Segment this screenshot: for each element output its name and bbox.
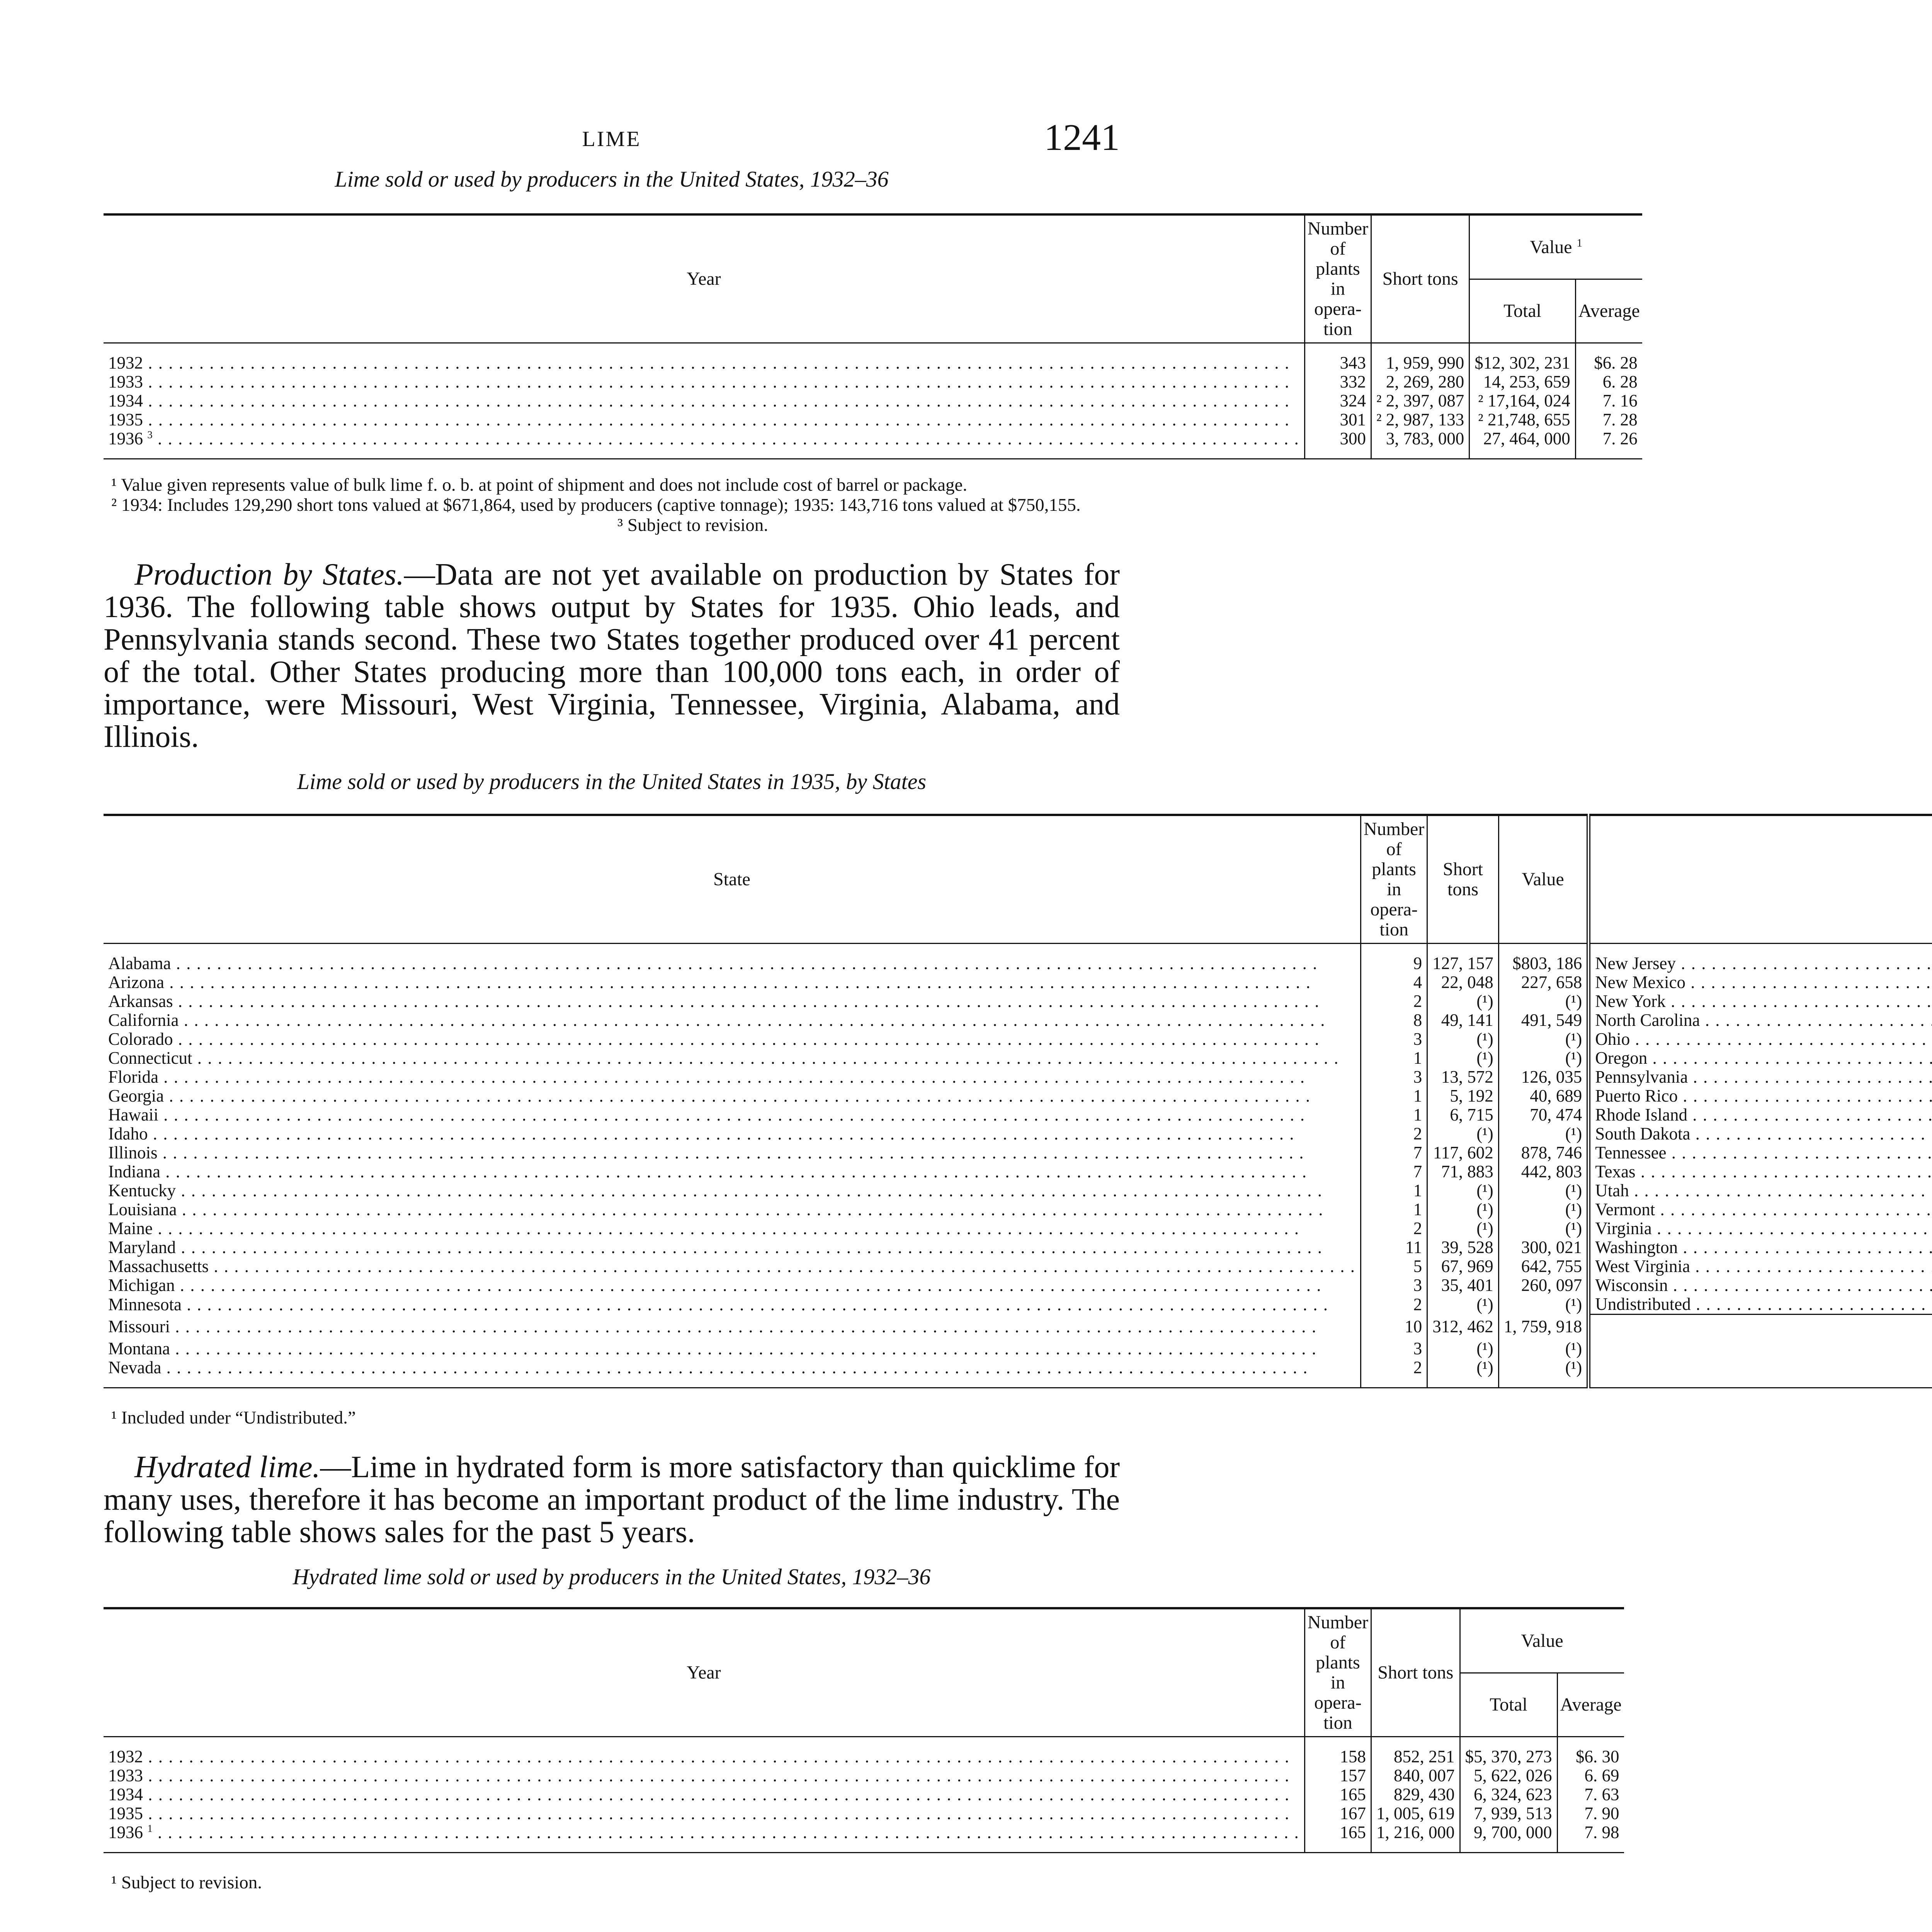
- table1-plants: 343: [1304, 354, 1371, 372]
- table3-plants: 165: [1304, 1823, 1371, 1842]
- table1-total: $12, 302, 231: [1469, 354, 1576, 372]
- table3-average: 6. 69: [1557, 1766, 1624, 1785]
- table3-col-plants: Number of plants in opera- tion: [1304, 1608, 1371, 1737]
- plants-count: 1: [1361, 1087, 1427, 1105]
- state-name: Montana . . .: [104, 1339, 1361, 1358]
- table-row: [104, 1219, 1932, 1238]
- table3-total: 6, 324, 623: [1460, 1785, 1557, 1804]
- plants-count: 5: [1361, 1257, 1427, 1276]
- table-row: [104, 1087, 1932, 1105]
- plants-count: 3: [1361, 1339, 1427, 1358]
- short-tons: 117, 602: [1427, 1143, 1499, 1162]
- state-name: Missouri . . .: [104, 1315, 1361, 1340]
- table3-plants: 158: [1304, 1747, 1371, 1766]
- short-tons: 35, 401: [1427, 1276, 1499, 1295]
- table3-average: 7. 98: [1557, 1823, 1624, 1842]
- value: 40, 689: [1498, 1087, 1588, 1105]
- table3-year: 1933: [108, 1766, 143, 1785]
- value: (¹): [1498, 1124, 1588, 1143]
- plants-count: 2: [1361, 1124, 1427, 1143]
- state-name: Arkansas . . .: [104, 992, 1361, 1011]
- table1-col-tons: Short tons: [1371, 214, 1469, 343]
- table-row: [104, 1747, 1624, 1766]
- table3-caption: Hydrated lime sold or used by producers in the United States, 1932–36: [293, 1564, 931, 1589]
- table-row: [104, 1238, 1932, 1257]
- paragraph-hydrated-lime: [104, 1451, 1120, 1548]
- state-name: New Mexico . . .: [1588, 973, 1932, 992]
- table3-average: 7. 63: [1557, 1785, 1624, 1804]
- table1-tons: 3, 783, 000: [1371, 429, 1469, 448]
- table-row: [104, 1358, 1932, 1377]
- table3-year: 1936: [108, 1823, 143, 1842]
- table1-footnote-1: ¹ Value given represents value of bulk lime f. o. b. at point of shipment and does not include cost of barrel or package.: [111, 475, 968, 495]
- table3-year: 1932: [108, 1747, 143, 1766]
- state-name: Puerto Rico . . .: [1588, 1087, 1932, 1105]
- table2-caption: Lime sold or used by producers in the United States in 1935, by States: [297, 769, 927, 794]
- table1-tons: ² 2, 987, 133: [1371, 410, 1469, 429]
- state-name: Oregon . . .: [1588, 1049, 1932, 1068]
- value: (¹): [1498, 1181, 1588, 1200]
- table1-average: $6. 28: [1575, 354, 1642, 372]
- table1-col-value-footnote-ref: 1: [1577, 236, 1582, 249]
- state-name: Arizona . . .: [104, 973, 1361, 992]
- table3-plants: 165: [1304, 1785, 1371, 1804]
- table-row: [104, 1295, 1932, 1315]
- short-tons: (¹): [1427, 1181, 1499, 1200]
- table-row: [104, 410, 1642, 429]
- table-row: [104, 354, 1642, 372]
- table3-tons: 852, 251: [1371, 1747, 1460, 1766]
- value: 300, 021: [1498, 1238, 1588, 1257]
- plants-count: 4: [1361, 973, 1427, 992]
- table2: [104, 814, 1932, 1388]
- paragraph-production-by-states: [104, 558, 1120, 753]
- table3-plants: 157: [1304, 1766, 1371, 1785]
- table2-col-plants-left: Number of plants in opera- tion: [1361, 815, 1427, 944]
- short-tons: 71, 883: [1427, 1162, 1499, 1181]
- table1-year: 1932: [108, 353, 143, 372]
- table3-plants: 167: [1304, 1804, 1371, 1823]
- table1-tons: ² 2, 397, 087: [1371, 391, 1469, 410]
- document-page: [104, 116, 1700, 1893]
- plants-count: 1: [1361, 1200, 1427, 1219]
- value: (¹): [1498, 1219, 1588, 1238]
- plants-count: 3: [1361, 1030, 1427, 1049]
- table-row: [104, 1143, 1932, 1162]
- table1-footnote-2: ² 1934: Includes 129,290 short tons valued at $671,864, used by producers (captive tonnage); 1935: 143,716 tons valued at $750,155.: [111, 495, 1081, 515]
- table2-footnotes: [104, 1408, 1120, 1428]
- state-name: Georgia . . .: [104, 1087, 1361, 1105]
- table1-col-value-label: Value: [1530, 236, 1572, 257]
- short-tons: (¹): [1427, 992, 1499, 1011]
- table-row: [104, 973, 1932, 992]
- page-number: 1241: [1044, 117, 1120, 158]
- state-name: Minnesota . . .: [104, 1295, 1361, 1315]
- plants-count: 9: [1361, 954, 1427, 973]
- state-name: Maryland . . .: [104, 1238, 1361, 1257]
- table-row: [104, 372, 1642, 391]
- plants-count: 3: [1361, 1276, 1427, 1295]
- state-name: Rhode Island . . .: [1588, 1105, 1932, 1124]
- state-name: Texas . . .: [1588, 1162, 1932, 1181]
- table3-footnotes: [104, 1872, 1120, 1893]
- state-name: Maine . . .: [104, 1219, 1361, 1238]
- state-name: Alabama . . .: [104, 954, 1361, 973]
- empty-cell: [1588, 1339, 1932, 1358]
- paragraph-lead-production: Production by States.: [134, 558, 404, 592]
- table2-col-tons-left: Short tons: [1427, 815, 1499, 944]
- state-name: Kentucky . . .: [104, 1181, 1361, 1200]
- table3-footnote-1: ¹ Subject to revision.: [111, 1872, 262, 1893]
- table1-total: 14, 253, 659: [1469, 372, 1576, 391]
- short-tons: 39, 528: [1427, 1238, 1499, 1257]
- state-name: Colorado . . .: [104, 1030, 1361, 1049]
- table1-plants: 324: [1304, 391, 1371, 410]
- table3-year: 1935: [108, 1804, 143, 1823]
- table-row: [104, 1804, 1624, 1823]
- table1-col-plants: Number of plants in opera- tion: [1304, 214, 1371, 343]
- plants-count: 2: [1361, 1219, 1427, 1238]
- short-tons: (¹): [1427, 1295, 1499, 1315]
- short-tons: (¹): [1427, 1200, 1499, 1219]
- value: (¹): [1498, 1295, 1588, 1315]
- state-name: Wisconsin . . .: [1588, 1276, 1932, 1295]
- state-name: Utah . . .: [1588, 1181, 1932, 1200]
- table1-col-year: Year: [104, 214, 1304, 343]
- table-row: [104, 1276, 1932, 1295]
- state-name: Florida . . .: [104, 1068, 1361, 1087]
- table1-caption: Lime sold or used by producers in the United States, 1932–36: [335, 167, 889, 192]
- table1-year: 1935: [108, 410, 143, 429]
- table3-year-footnote-ref: 1: [147, 1823, 153, 1834]
- table3-col-year: Year: [104, 1608, 1304, 1737]
- table1-average: 7. 28: [1575, 410, 1642, 429]
- table-row: [104, 429, 1642, 448]
- plants-count: 2: [1361, 1358, 1427, 1377]
- table1-year: 1936: [108, 429, 143, 448]
- table2-body: [104, 944, 1932, 1388]
- table1-tons: 1, 959, 990: [1371, 354, 1469, 372]
- state-name: New York . . .: [1588, 992, 1932, 1011]
- running-head: [104, 116, 1120, 162]
- plants-count: 11: [1361, 1238, 1427, 1257]
- table1-col-total: Total: [1469, 279, 1576, 343]
- table2-col-value-left: Value: [1498, 815, 1588, 944]
- table-row: [104, 1257, 1932, 1276]
- paragraph-lead-hydrated: Hydrated lime.: [134, 1450, 320, 1484]
- table3-tons: 1, 216, 000: [1371, 1823, 1460, 1842]
- plants-count: 1: [1361, 1105, 1427, 1124]
- table1-plants: 301: [1304, 410, 1371, 429]
- state-name: Illinois . . .: [104, 1143, 1361, 1162]
- table3-total: 9, 700, 000: [1460, 1823, 1557, 1842]
- table3: [104, 1607, 1624, 1853]
- state-name: Massachusetts . . .: [104, 1257, 1361, 1276]
- value: (¹): [1498, 1358, 1588, 1377]
- table-row: [104, 1339, 1932, 1358]
- table3-total: 5, 622, 026: [1460, 1766, 1557, 1785]
- state-name: Connecticut . . .: [104, 1049, 1361, 1068]
- short-tons: 13, 572: [1427, 1068, 1499, 1087]
- table1-year: 1934: [108, 391, 143, 410]
- table1-plants: 300: [1304, 429, 1371, 448]
- table-row: [104, 1011, 1932, 1030]
- state-name: Idaho . . .: [104, 1124, 1361, 1143]
- table3-tons: 829, 430: [1371, 1785, 1460, 1804]
- table1-year-footnote-ref: 3: [147, 429, 153, 440]
- state-name: Vermont . . .: [1588, 1200, 1932, 1219]
- value: (¹): [1498, 992, 1588, 1011]
- state-name: Washington . . .: [1588, 1238, 1932, 1257]
- table-row: [104, 954, 1932, 973]
- state-name: Pennsylvania . . .: [1588, 1068, 1932, 1087]
- short-tons: (¹): [1427, 1124, 1499, 1143]
- value: (¹): [1498, 1200, 1588, 1219]
- short-tons: 6, 715: [1427, 1105, 1499, 1124]
- value: 442, 803: [1498, 1162, 1588, 1181]
- value: (¹): [1498, 1030, 1588, 1049]
- table-row: [104, 1124, 1932, 1143]
- table-row: [104, 1766, 1624, 1785]
- table-row: [104, 1315, 1932, 1340]
- table3-tons: 840, 007: [1371, 1766, 1460, 1785]
- short-tons: 49, 141: [1427, 1011, 1499, 1030]
- state-name: Tennessee . . .: [1588, 1143, 1932, 1162]
- table1-total: 27, 464, 000: [1469, 429, 1576, 448]
- state-name: California . . .: [104, 1011, 1361, 1030]
- plants-count: 1: [1361, 1181, 1427, 1200]
- state-name: Louisiana . . .: [104, 1200, 1361, 1219]
- short-tons: 312, 462: [1427, 1315, 1499, 1340]
- value: 126, 035: [1498, 1068, 1588, 1087]
- plants-count: 7: [1361, 1143, 1427, 1162]
- state-name: West Virginia . . .: [1588, 1257, 1932, 1276]
- total-label-cell: [1588, 1315, 1932, 1340]
- paragraph-text-hydrated: —Lime in hydrated form is more satisfactory than quicklime for many uses, therefore it has become an important product of the lime industry. The following table shows sales for the past 5 years.: [104, 1450, 1120, 1549]
- table1-average: 7. 26: [1575, 429, 1642, 448]
- table3-year: 1934: [108, 1785, 143, 1804]
- value: (¹): [1498, 1049, 1588, 1068]
- short-tons: 22, 048: [1427, 973, 1499, 992]
- table-row: [104, 1200, 1932, 1219]
- state-name: North Carolina . . .: [1588, 1011, 1932, 1030]
- plants-count: 10: [1361, 1315, 1427, 1340]
- table2-col-state-left: State: [104, 815, 1361, 944]
- table2-col-state-right: [1588, 815, 1932, 944]
- paragraph-text-production: —Data are not yet available on production by States for 1936. The following table shows output by States for 1935. Ohio leads, and Pennsylvania stands second. These two States together produced over 41 percent of the total. Other States producing more than 100,000 tons each, in order of importance, were Missouri, West Virginia, Tennessee, Virginia, Alabama, and Illinois.: [104, 558, 1120, 754]
- value: 227, 658: [1498, 973, 1588, 992]
- table1-average: 6. 28: [1575, 372, 1642, 391]
- table1-col-average: Average: [1575, 279, 1642, 343]
- table2-end-rule: [104, 1377, 1932, 1388]
- short-tons: 5, 192: [1427, 1087, 1499, 1105]
- plants-count: 2: [1361, 1295, 1427, 1315]
- short-tons: (¹): [1427, 1358, 1499, 1377]
- plants-count: 2: [1361, 992, 1427, 1011]
- short-tons: (¹): [1427, 1219, 1499, 1238]
- table-row: [104, 1068, 1932, 1087]
- value: 1, 759, 918: [1498, 1315, 1588, 1340]
- short-tons: 67, 969: [1427, 1257, 1499, 1276]
- value: 878, 746: [1498, 1143, 1588, 1162]
- table1-average: 7. 16: [1575, 391, 1642, 410]
- value: 260, 097: [1498, 1276, 1588, 1295]
- table1: [104, 213, 1642, 459]
- value: $803, 186: [1498, 954, 1588, 973]
- table-row: [104, 1162, 1932, 1181]
- state-name: Indiana . . .: [104, 1162, 1361, 1181]
- plants-count: 8: [1361, 1011, 1427, 1030]
- table-row: [104, 1105, 1932, 1124]
- value: 70, 474: [1498, 1105, 1588, 1124]
- table1-total: ² 21,748, 655: [1469, 410, 1576, 429]
- table1-tons: 2, 269, 280: [1371, 372, 1469, 391]
- table3-col-total: Total: [1460, 1673, 1557, 1737]
- short-tons: (¹): [1427, 1030, 1499, 1049]
- table3-tons: 1, 005, 619: [1371, 1804, 1460, 1823]
- table3-col-tons: Short tons: [1371, 1608, 1460, 1737]
- table3-average: $6. 30: [1557, 1747, 1624, 1766]
- plants-count: 3: [1361, 1068, 1427, 1087]
- table-row: [104, 1823, 1624, 1842]
- table1-total: ² 17,164, 024: [1469, 391, 1576, 410]
- table-row: [104, 1030, 1932, 1049]
- table3-col-average: Average: [1557, 1673, 1624, 1737]
- state-name: Michigan . . .: [104, 1276, 1361, 1295]
- state-name: Undistributed . . .: [1588, 1295, 1932, 1315]
- table3-total: $5, 370, 273: [1460, 1747, 1557, 1766]
- table-row: [104, 992, 1932, 1011]
- plants-count: 1: [1361, 1049, 1427, 1068]
- short-tons: (¹): [1427, 1049, 1499, 1068]
- table-row: [104, 1181, 1932, 1200]
- state-name: Virginia . . .: [1588, 1219, 1932, 1238]
- value: 491, 549: [1498, 1011, 1588, 1030]
- table-row: [104, 391, 1642, 410]
- table1-footnote-3: ³ Subject to revision.: [617, 515, 769, 535]
- plants-count: 7: [1361, 1162, 1427, 1181]
- empty-cell: [1588, 1358, 1932, 1377]
- chapter-title: LIME: [582, 127, 641, 151]
- short-tons: (¹): [1427, 1339, 1499, 1358]
- state-name: Ohio . . .: [1588, 1030, 1932, 1049]
- table1-plants: 332: [1304, 372, 1371, 391]
- value: 642, 755: [1498, 1257, 1588, 1276]
- table3-col-value: Value: [1460, 1608, 1624, 1673]
- table1-col-value: [1469, 214, 1642, 279]
- state-name: New Jersey . . .: [1588, 954, 1932, 973]
- state-name: South Dakota . . .: [1588, 1124, 1932, 1143]
- table1-footnotes: [104, 475, 1120, 535]
- table2-footnote-1: ¹ Included under “Undistributed.”: [111, 1408, 356, 1428]
- short-tons: 127, 157: [1427, 954, 1499, 973]
- value: (¹): [1498, 1339, 1588, 1358]
- table-row: [104, 1049, 1932, 1068]
- table-row: [104, 1785, 1624, 1804]
- table1-year: 1933: [108, 372, 143, 391]
- state-name: Nevada . . .: [104, 1358, 1361, 1377]
- table3-average: 7. 90: [1557, 1804, 1624, 1823]
- state-name: Hawaii . . .: [104, 1105, 1361, 1124]
- table3-total: 7, 939, 513: [1460, 1804, 1557, 1823]
